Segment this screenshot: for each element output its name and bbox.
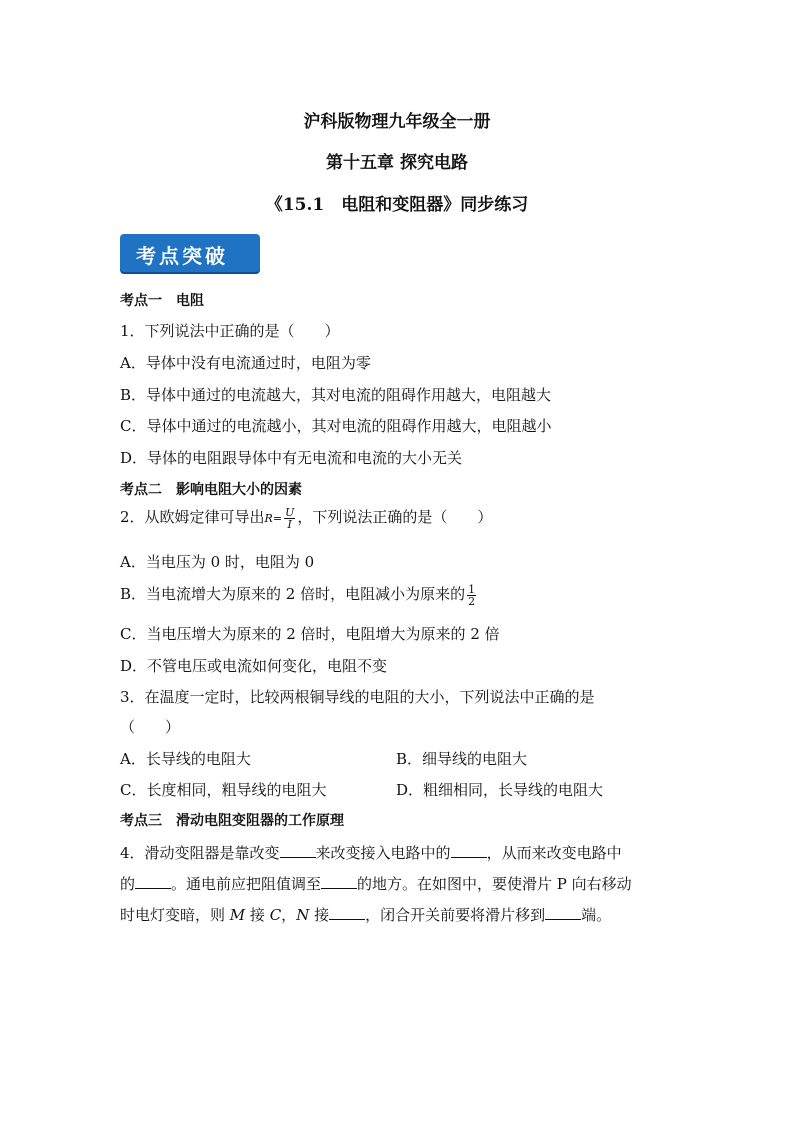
q4-line-1 <box>120 842 622 863</box>
q4-text: ，闭合开关前要将滑片移到 <box>365 906 546 924</box>
section-banner <box>120 234 260 272</box>
chapter-title: 第十五章 探究电路 <box>326 153 468 173</box>
terminal-m: M <box>229 906 246 924</box>
q2-option-b-text: B．当电流增大为原来的 2 倍时，电阻减小为原来的 <box>120 585 466 603</box>
q1-option-b: B．导体中通过的电流越大，其对电流的阻碍作用越大，电阻越大 <box>120 386 552 404</box>
banner-label: 考点突破 <box>136 244 228 268</box>
q3-option-c: C．长度相同，粗导线的电阻大 <box>120 781 327 799</box>
section-heading-3: 考点三 滑动电阻变阻器的工作原理 <box>120 813 344 829</box>
answer-blank[interactable] <box>545 905 581 920</box>
q4-text: 端。 <box>581 906 612 924</box>
q2-stem-pre: 2．从欧姆定律可导出 <box>120 508 265 526</box>
q2-option-c: C．当电压增大为原来的 2 倍时，电阻增大为原来的 2 倍 <box>120 625 500 643</box>
q1-option-d: D．导体的电阻跟导体中有无电流和电流的大小无关 <box>120 449 463 467</box>
answer-blank[interactable] <box>280 843 316 858</box>
q1-stem: 1．下列说法中正确的是（ ） <box>120 322 340 340</box>
q4-text: 的 <box>120 875 136 893</box>
q1-option-a: A．导体中没有电流通过时，电阻为零 <box>120 354 371 372</box>
q3-option-d: D．粗细相同，长导线的电阻大 <box>396 781 604 799</box>
formula-equals: = <box>272 512 283 525</box>
q4-text: ，从而来改变电路中 <box>486 844 622 862</box>
q3-stem-parens: （ ） <box>120 718 181 736</box>
q4-text: 时电灯变暗，则 <box>120 906 230 924</box>
q3-stem: 3．在温度一定时，比较两根铜导线的电阻的大小，下列说法中正确的是 <box>120 688 595 706</box>
q3-option-b: B．细导线的电阻大 <box>396 750 528 768</box>
q2-option-a: A．当电压为 0 时，电阻为 0 <box>120 553 315 571</box>
q4-text: 。通电前应把阻值调至 <box>171 875 322 893</box>
half-numerator: 1 <box>468 582 476 596</box>
q4-text: 接 <box>309 906 330 924</box>
answer-blank[interactable] <box>321 874 357 889</box>
q4-text: 接 <box>245 906 270 924</box>
q2-option-d: D．不管电压或电流如何变化，电阻不变 <box>120 657 388 675</box>
q2-option-b <box>120 583 478 607</box>
lesson-title: 《15.1 电阻和变阻器》同步练习 <box>265 195 529 215</box>
half-denominator: 2 <box>468 594 476 608</box>
q2-stem <box>120 506 492 530</box>
q3-option-a: A．长导线的电阻大 <box>120 750 251 768</box>
q4-line-3 <box>120 904 611 925</box>
q4-text: 来改变接入电路中的 <box>315 844 451 862</box>
formula-denominator: I <box>287 517 292 531</box>
half-fraction <box>467 584 476 607</box>
answer-blank[interactable] <box>451 843 487 858</box>
formula-fraction <box>284 507 295 530</box>
formula-numerator: U <box>285 505 295 519</box>
q4-line-2 <box>120 873 632 894</box>
answer-blank[interactable] <box>135 874 171 889</box>
document-title: 沪科版物理九年级全一册 <box>303 112 491 132</box>
answer-blank[interactable] <box>329 905 365 920</box>
q1-option-c: C．导体中通过的电流越小，其对电流的阻碍作用越大，电阻越小 <box>120 417 552 435</box>
q4-text: 的地方。在如图中，要使滑片 P 向右移动 <box>357 875 632 893</box>
section-heading-1: 考点一 电阻 <box>120 293 204 309</box>
q2-stem-post: ，下列说法正确的是（ ） <box>297 508 493 526</box>
q4-text: 4．滑动变阻器是靠改变 <box>120 844 280 862</box>
terminal-c: C <box>269 906 282 924</box>
formula-r: R <box>264 512 273 525</box>
terminal-n: N <box>296 906 310 924</box>
q4-text: ， <box>281 906 297 924</box>
section-heading-2: 考点二 影响电阻大小的因素 <box>120 482 302 498</box>
